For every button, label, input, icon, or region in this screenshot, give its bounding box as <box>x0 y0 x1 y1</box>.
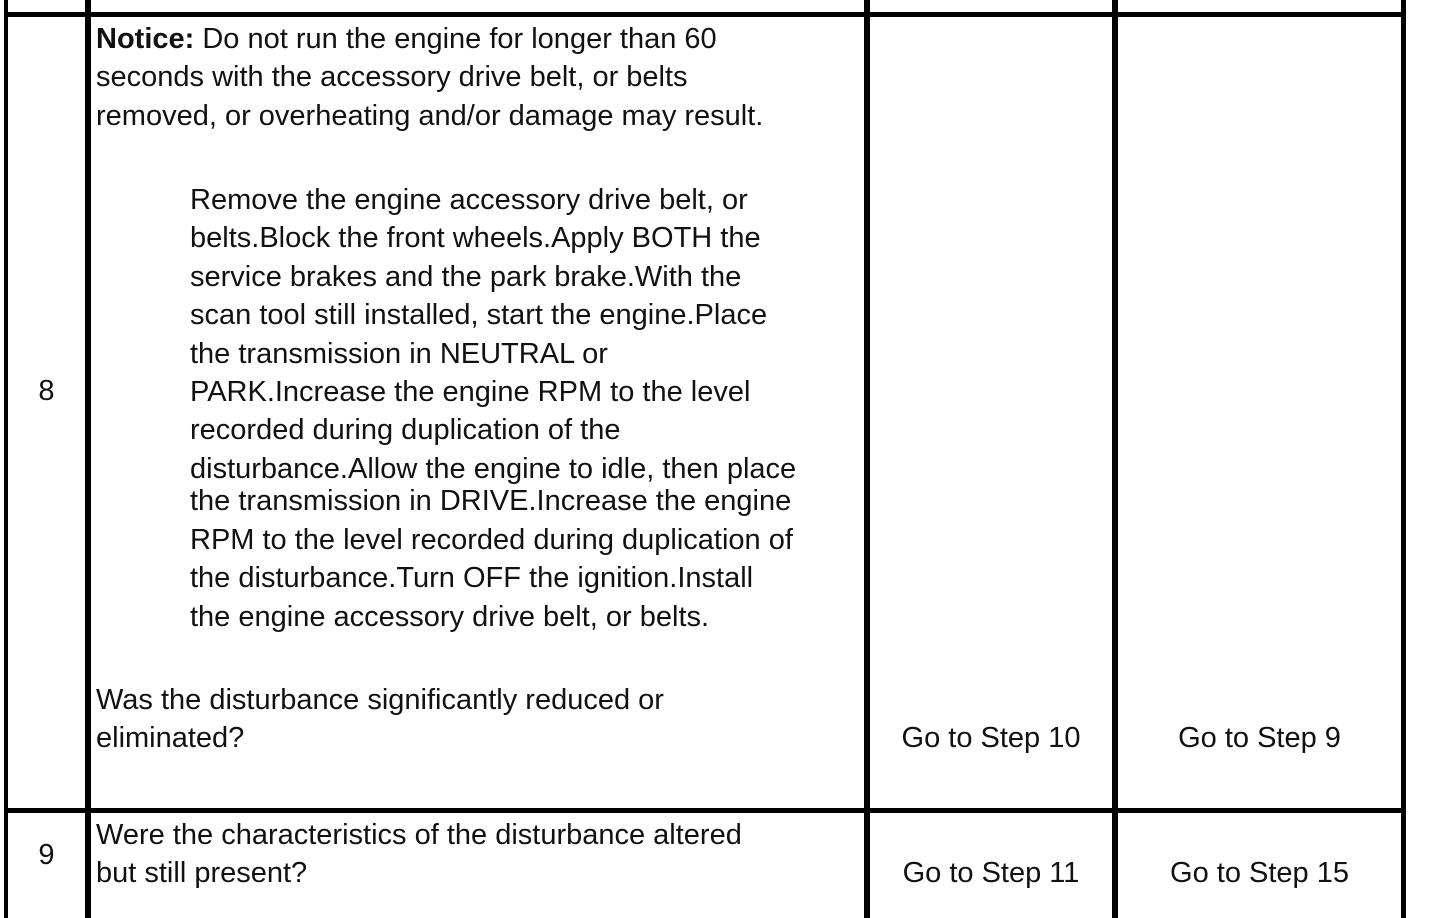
row-divider <box>4 808 1406 813</box>
procedure-line: RPM to the level recorded during duplication of <box>190 524 793 556</box>
column-border-right <box>1401 0 1406 918</box>
column-divider-yes <box>1112 0 1118 918</box>
yes-action: Go to Step 10 <box>901 722 1081 754</box>
no-action: Go to Step 9 <box>1178 722 1341 754</box>
notice-line <box>96 20 717 59</box>
procedure-line: the disturbance.Turn OFF the ignition.Install <box>190 562 754 594</box>
table-border-top <box>4 12 1406 17</box>
column-border-left <box>4 0 8 918</box>
notice-text: Do not run the engine for longer than 60 <box>194 23 717 55</box>
procedure-line: service brakes and the park brake.With the <box>190 261 742 293</box>
procedure-line: scan tool still installed, start the engine.Place <box>190 299 768 331</box>
yes-action: Go to Step 11 <box>902 857 1080 889</box>
notice-line: removed, or overheating and/or damage may result. <box>96 100 764 132</box>
notice-line: seconds with the accessory drive belt, or belts <box>96 61 688 93</box>
question-line: eliminated? <box>96 722 245 754</box>
column-divider-step <box>85 0 91 918</box>
question-line: Were the characteristics of the disturbance altered <box>96 819 742 851</box>
procedure-line: the engine accessory drive belt, or belts. <box>190 601 710 633</box>
procedure-line: the transmission in DRIVE.Increase the engine <box>190 485 792 517</box>
step-number: 8 <box>38 375 55 407</box>
procedure-line: the transmission in NEUTRAL or <box>190 338 608 370</box>
column-divider-action <box>864 0 870 918</box>
question-line: but still present? <box>96 857 308 889</box>
procedure-line: PARK.Increase the engine RPM to the level <box>190 376 751 408</box>
step-number: 9 <box>38 839 55 871</box>
procedure-line: belts.Block the front wheels.Apply BOTH the <box>190 222 761 254</box>
question-line: Was the disturbance significantly reduced or <box>96 684 664 716</box>
no-action: Go to Step 15 <box>1170 857 1349 889</box>
notice-label: Notice: <box>96 23 195 55</box>
procedure-line: recorded during duplication of the <box>190 414 621 446</box>
procedure-line: disturbance.Allow the engine to idle, then place <box>190 453 797 485</box>
procedure-line: Remove the engine accessory drive belt, or <box>190 184 748 216</box>
